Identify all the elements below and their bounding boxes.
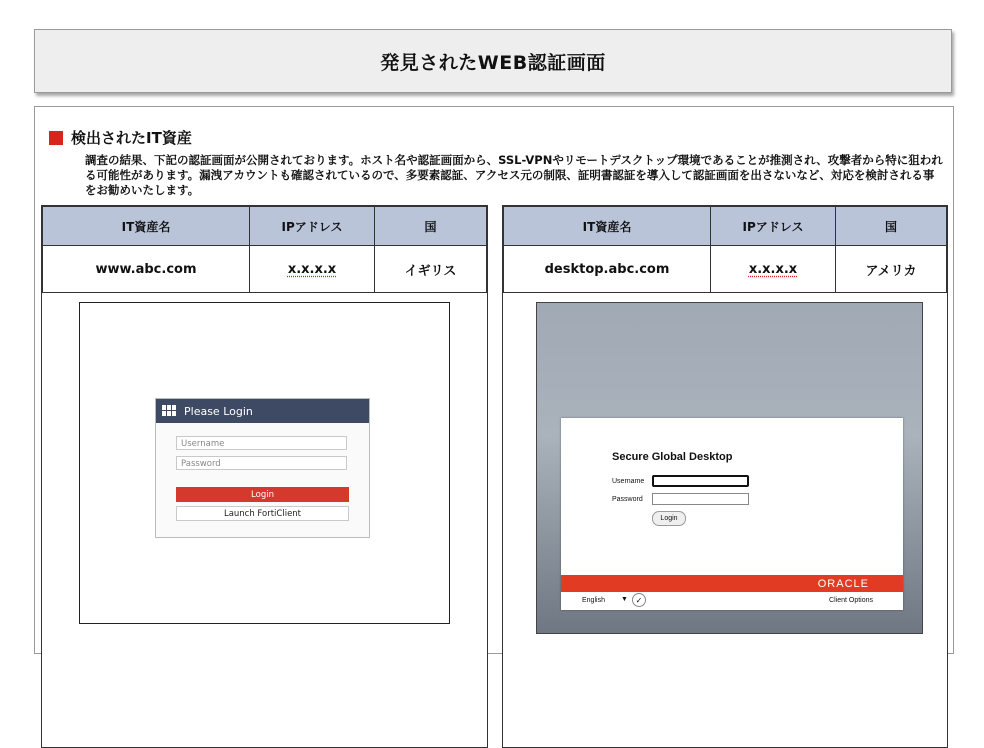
- oracle-footer: [561, 592, 903, 610]
- asset-ip: x.x.x.x: [250, 246, 375, 293]
- page-title: 発見されたWEB認証画面: [380, 51, 606, 74]
- asset-country: イギリス: [375, 246, 487, 293]
- client-options-link[interactable]: Client Options: [829, 597, 873, 604]
- fortinet-logo-icon: [162, 405, 178, 417]
- title-banner: [34, 29, 952, 93]
- sgd-username-field[interactable]: [652, 475, 749, 487]
- asset-ip: x.x.x.x: [711, 246, 836, 293]
- section-description: 調査の結果、下記の認証画面が公開されております。ホスト名や認証画面から、SSL-VPNやリモートデスクトップ環境であることが推測され、攻撃者から特に狙われる可能性があります。漏洩アカウントも確認されているので、多要素認証、アクセス元の制限、証明書認証を導入して認証画面を出さないなど、対応を検討される事をお勧めいたします。: [85, 153, 943, 197]
- oracle-logo: ORACLE: [817, 578, 869, 590]
- asset-table-right: [503, 206, 947, 293]
- forti-login-button[interactable]: Login: [176, 487, 349, 502]
- col-header-asset: IT資産名: [43, 207, 250, 246]
- col-header-country: 国: [836, 207, 947, 246]
- oracle-login-card: [561, 418, 903, 610]
- asset-panel-right: [502, 205, 948, 748]
- forti-header-text: Please Login: [184, 404, 253, 418]
- sgd-login-button[interactable]: Login: [652, 511, 686, 526]
- forti-login-card: [155, 398, 370, 538]
- asset-name: desktop.abc.com: [504, 246, 711, 293]
- language-select[interactable]: English: [582, 597, 605, 604]
- col-header-ip: IPアドレス: [250, 207, 375, 246]
- col-header-country: 国: [375, 207, 487, 246]
- section-heading: [49, 127, 192, 148]
- check-icon[interactable]: ✓: [632, 593, 646, 607]
- sgd-password-label: Password: [612, 496, 643, 503]
- launch-forticlient-button[interactable]: Launch FortiClient: [176, 506, 349, 521]
- asset-country: アメリカ: [836, 246, 947, 293]
- sgd-password-field[interactable]: [652, 493, 749, 505]
- forti-login-header: [156, 399, 369, 423]
- asset-table-left: [42, 206, 487, 293]
- chevron-down-icon[interactable]: ▼: [621, 596, 628, 603]
- oracle-sgd-screenshot: [536, 302, 923, 634]
- main-content: [34, 106, 954, 654]
- sgd-username-label: Username: [612, 478, 645, 485]
- asset-name: www.abc.com: [43, 246, 250, 293]
- section-title: 検出されたIT資産: [71, 129, 192, 147]
- col-header-ip: IPアドレス: [711, 207, 836, 246]
- red-square-icon: [49, 131, 63, 145]
- fortinet-login-screenshot: [79, 302, 450, 624]
- sgd-title: Secure Global Desktop: [612, 451, 733, 463]
- oracle-brand-bar: [561, 575, 903, 592]
- asset-panel-left: [41, 205, 488, 748]
- col-header-asset: IT資産名: [504, 207, 711, 246]
- forti-username-field[interactable]: Username: [176, 436, 347, 450]
- forti-password-field[interactable]: Password: [176, 456, 347, 470]
